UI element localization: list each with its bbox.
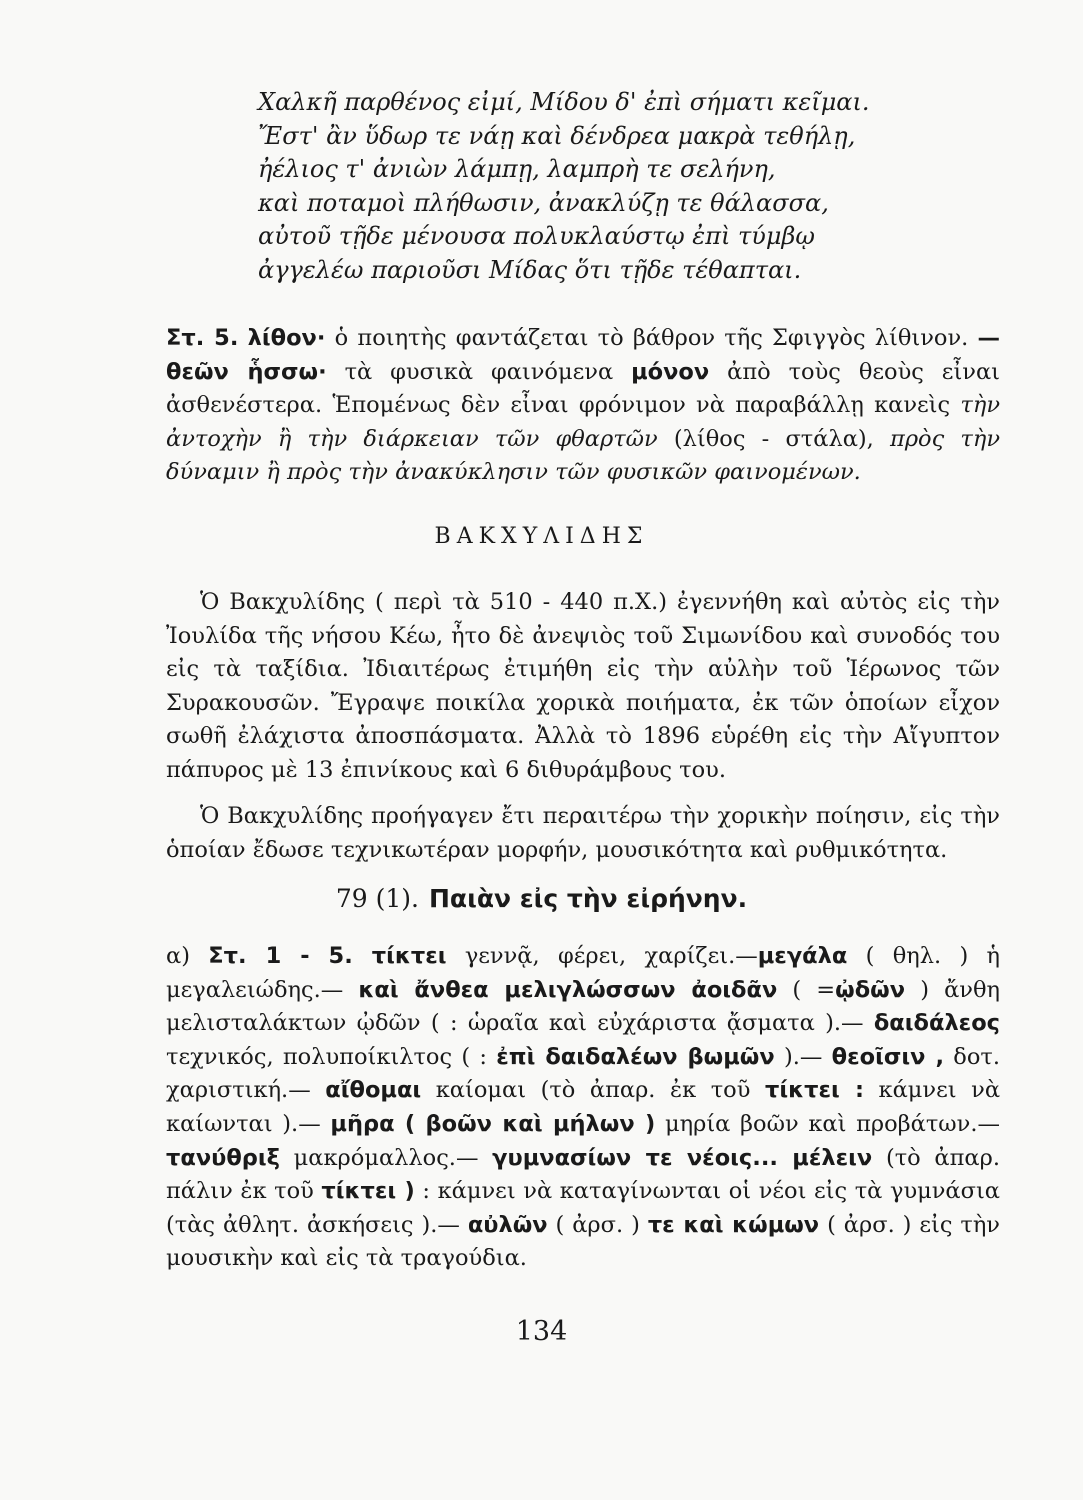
lemma: ᾠδῶν — [835, 976, 906, 1003]
gloss: ( = — [777, 976, 836, 1003]
lemma: δαιδάλεος — [873, 1010, 1000, 1037]
gloss: μακρόμαλλος.— — [279, 1144, 493, 1171]
gloss: ( ἀρσ. ) — [547, 1211, 648, 1238]
gloss-italic: τὴν ἀντοχὴν ἢ τὴν διάρκειαν τῶν φθαρτῶν — [166, 392, 1000, 452]
gloss: ) ἄνθη μελισταλάκτων ᾠδῶν ( : ὡραῖα καὶ εὐχάριστα ᾄσματα ).— — [166, 976, 1000, 1037]
poem-title: Παιὰν εἰς τὴν εἰρήνην. — [429, 884, 748, 913]
verse-line: ἠέλιος τ' ἀνιὼν λάμπῃ, λαμπρὴ τε σελήνη, — [258, 155, 776, 183]
lemma: καὶ ἄνθεα μελιγλώσσων ἀοιδᾶν — [358, 976, 778, 1003]
gloss: : κάμνει νὰ καταγίνωνται οἱ νέοι εἰς τὰ γυμνάσια (τὰς ἀθλητ. ἀσκήσεις ).— — [166, 1178, 1000, 1238]
lemma: Στ. 1 - 5. τίκτει — [208, 943, 447, 969]
commentary-paian — [166, 940, 1000, 1276]
section-heading: ΒΑΚΧΥΛΙΔΗΣ — [434, 524, 649, 549]
lemma: λίθον· — [247, 325, 326, 351]
gloss: τεχνικός, πολυποίκιλτος ( : — [166, 1043, 497, 1070]
poem-number: 79 (1). — [335, 884, 419, 913]
lemma: —θεῶν ἧσσω· — [166, 325, 1001, 385]
page-number: 134 — [515, 1316, 568, 1347]
gloss: (τὸ ἀπαρ. πάλιν ἐκ τοῦ — [166, 1144, 1000, 1205]
lemma: μῆρα ( βοῶν καὶ μήλων ) — [330, 1110, 656, 1137]
verse-line: καὶ ποταμοὶ πλήθωσιν, ἀνακλύζῃ τε θάλασσα, — [258, 188, 829, 217]
gloss: ).— — [774, 1043, 832, 1070]
gloss: ( ἀρσ. ) εἰς τὴν μουσικὴν καὶ εἰς τὰ τραγούδια. — [166, 1211, 1000, 1272]
gloss: δοτ. χαριστική.— — [166, 1043, 1000, 1104]
lemma: τίκτει ) — [321, 1178, 415, 1205]
lemma: αὐλῶν — [467, 1211, 548, 1238]
verse-line: αὐτοῦ τῇδε μένουσα πολυκλαύστῳ ἐπὶ τύμβῳ — [258, 222, 815, 250]
lemma: τανύθριξ — [166, 1144, 280, 1171]
gloss: κάμνει νὰ καίωνται ).— — [166, 1077, 1001, 1137]
bio-paragraph: Ὁ Βακχυλίδης προήγαγεν ἔτι περαιτέρω τὴν χορικὴν ποίησιν, εἰς τὴν ὁποίαν ἔδωσε τεχνικωτέραν μορφήν, μουσικότητα καὶ ρυθμικότητα. — [166, 803, 1000, 863]
lemma: μεγάλα — [757, 943, 848, 969]
gloss: ὁ ποιητὴς φαντάζεται τὸ βάθρον τῆς Σφιγγὸς λίθινον. — [325, 325, 969, 351]
gloss: ( θηλ. ) ἡ μεγαλειώδης.— — [166, 943, 1001, 1003]
lemma: αἴθομαι — [325, 1077, 422, 1104]
gloss: γεννᾷ, φέρει, χαρίζει.— — [446, 943, 758, 969]
gloss: τὰ φυσικὰ φαινόμενα — [326, 358, 632, 385]
gloss: μηρία βοῶν καὶ προβάτων.— — [655, 1110, 1000, 1137]
lemma: τίκτει : — [764, 1077, 864, 1104]
line-reference: Στ. 5. — [166, 325, 239, 351]
lemma: τε καὶ κώμων — [647, 1211, 820, 1238]
lemma: γυμνασίων τε νέοις... μέλειν — [492, 1144, 873, 1171]
verse-line: Χαλκῆ παρθένος εἰμί, Μίδου δ' ἐπὶ σήματι κεῖμαι. — [258, 88, 870, 116]
commentary-epigram — [166, 322, 1000, 490]
lemma: ἐπὶ δαιδαλέων βωμῶν — [496, 1043, 775, 1070]
poem-heading — [0, 884, 1083, 913]
gloss: α) — [166, 943, 209, 969]
lemma: μόνον — [631, 358, 710, 385]
verse-line: ἀγγελέω παριοῦσι Μίδας ὅτι τῇδε τέθαπται. — [258, 255, 802, 284]
gloss: ἀπὸ τοὺς θεοὺς εἶναι ἀσθενέστερα. Ἑπομένως δὲν εἶναι φρόνιμον νὰ παραβάλλῃ κανεὶς — [166, 358, 1000, 419]
gloss-italic: πρὸς τὴν δύναμιν ἢ πρὸς τὴν ἀνακύκλησιν τῶν φυσικῶν φαινομένων. — [166, 425, 1000, 486]
gloss: καίομαι (τὸ ἀπαρ. ἐκ τοῦ — [421, 1077, 765, 1104]
bio-paragraph: Ὁ Βακχυλίδης ( περὶ τὰ 510 - 440 π.Χ.) ἐγεννήθη καὶ αὐτὸς εἰς τὴν Ἰουλίδα τῆς νήσου Κέω, ἦτο δὲ ἀνεψιὸς τοῦ Σιμωνίδου καὶ συνοδός του εἰς τὰ ταξίδια. Ἰδιαιτέρως ἐτιμήθη εἰς τὴν αὐλὴν τοῦ Ἱέρωνος τῶν Συρακουσῶν. Ἔγραψε ποικίλα χορικὰ ποιήματα, ἐκ τῶν ὁποίων εἶχον σωθῆ ἐλάχιστα ἀποσπάσματα. Ἀλλὰ τὸ 1896 εὑρέθη εἰς τὴν Αἴγυπτον πάπυρος μὲ 13 ἐπινίκους καὶ 6 διθυράμβους του. — [166, 589, 1000, 783]
gloss: (λίθος - στάλα), — [657, 425, 891, 452]
epigram-verse — [258, 86, 878, 287]
lemma: θεοῖσιν , — [831, 1043, 944, 1070]
verse-line: Ἔστ' ἂν ὕδωρ τε νάῃ καὶ δένδρεα μακρὰ τεθήλῃ, — [258, 121, 856, 150]
